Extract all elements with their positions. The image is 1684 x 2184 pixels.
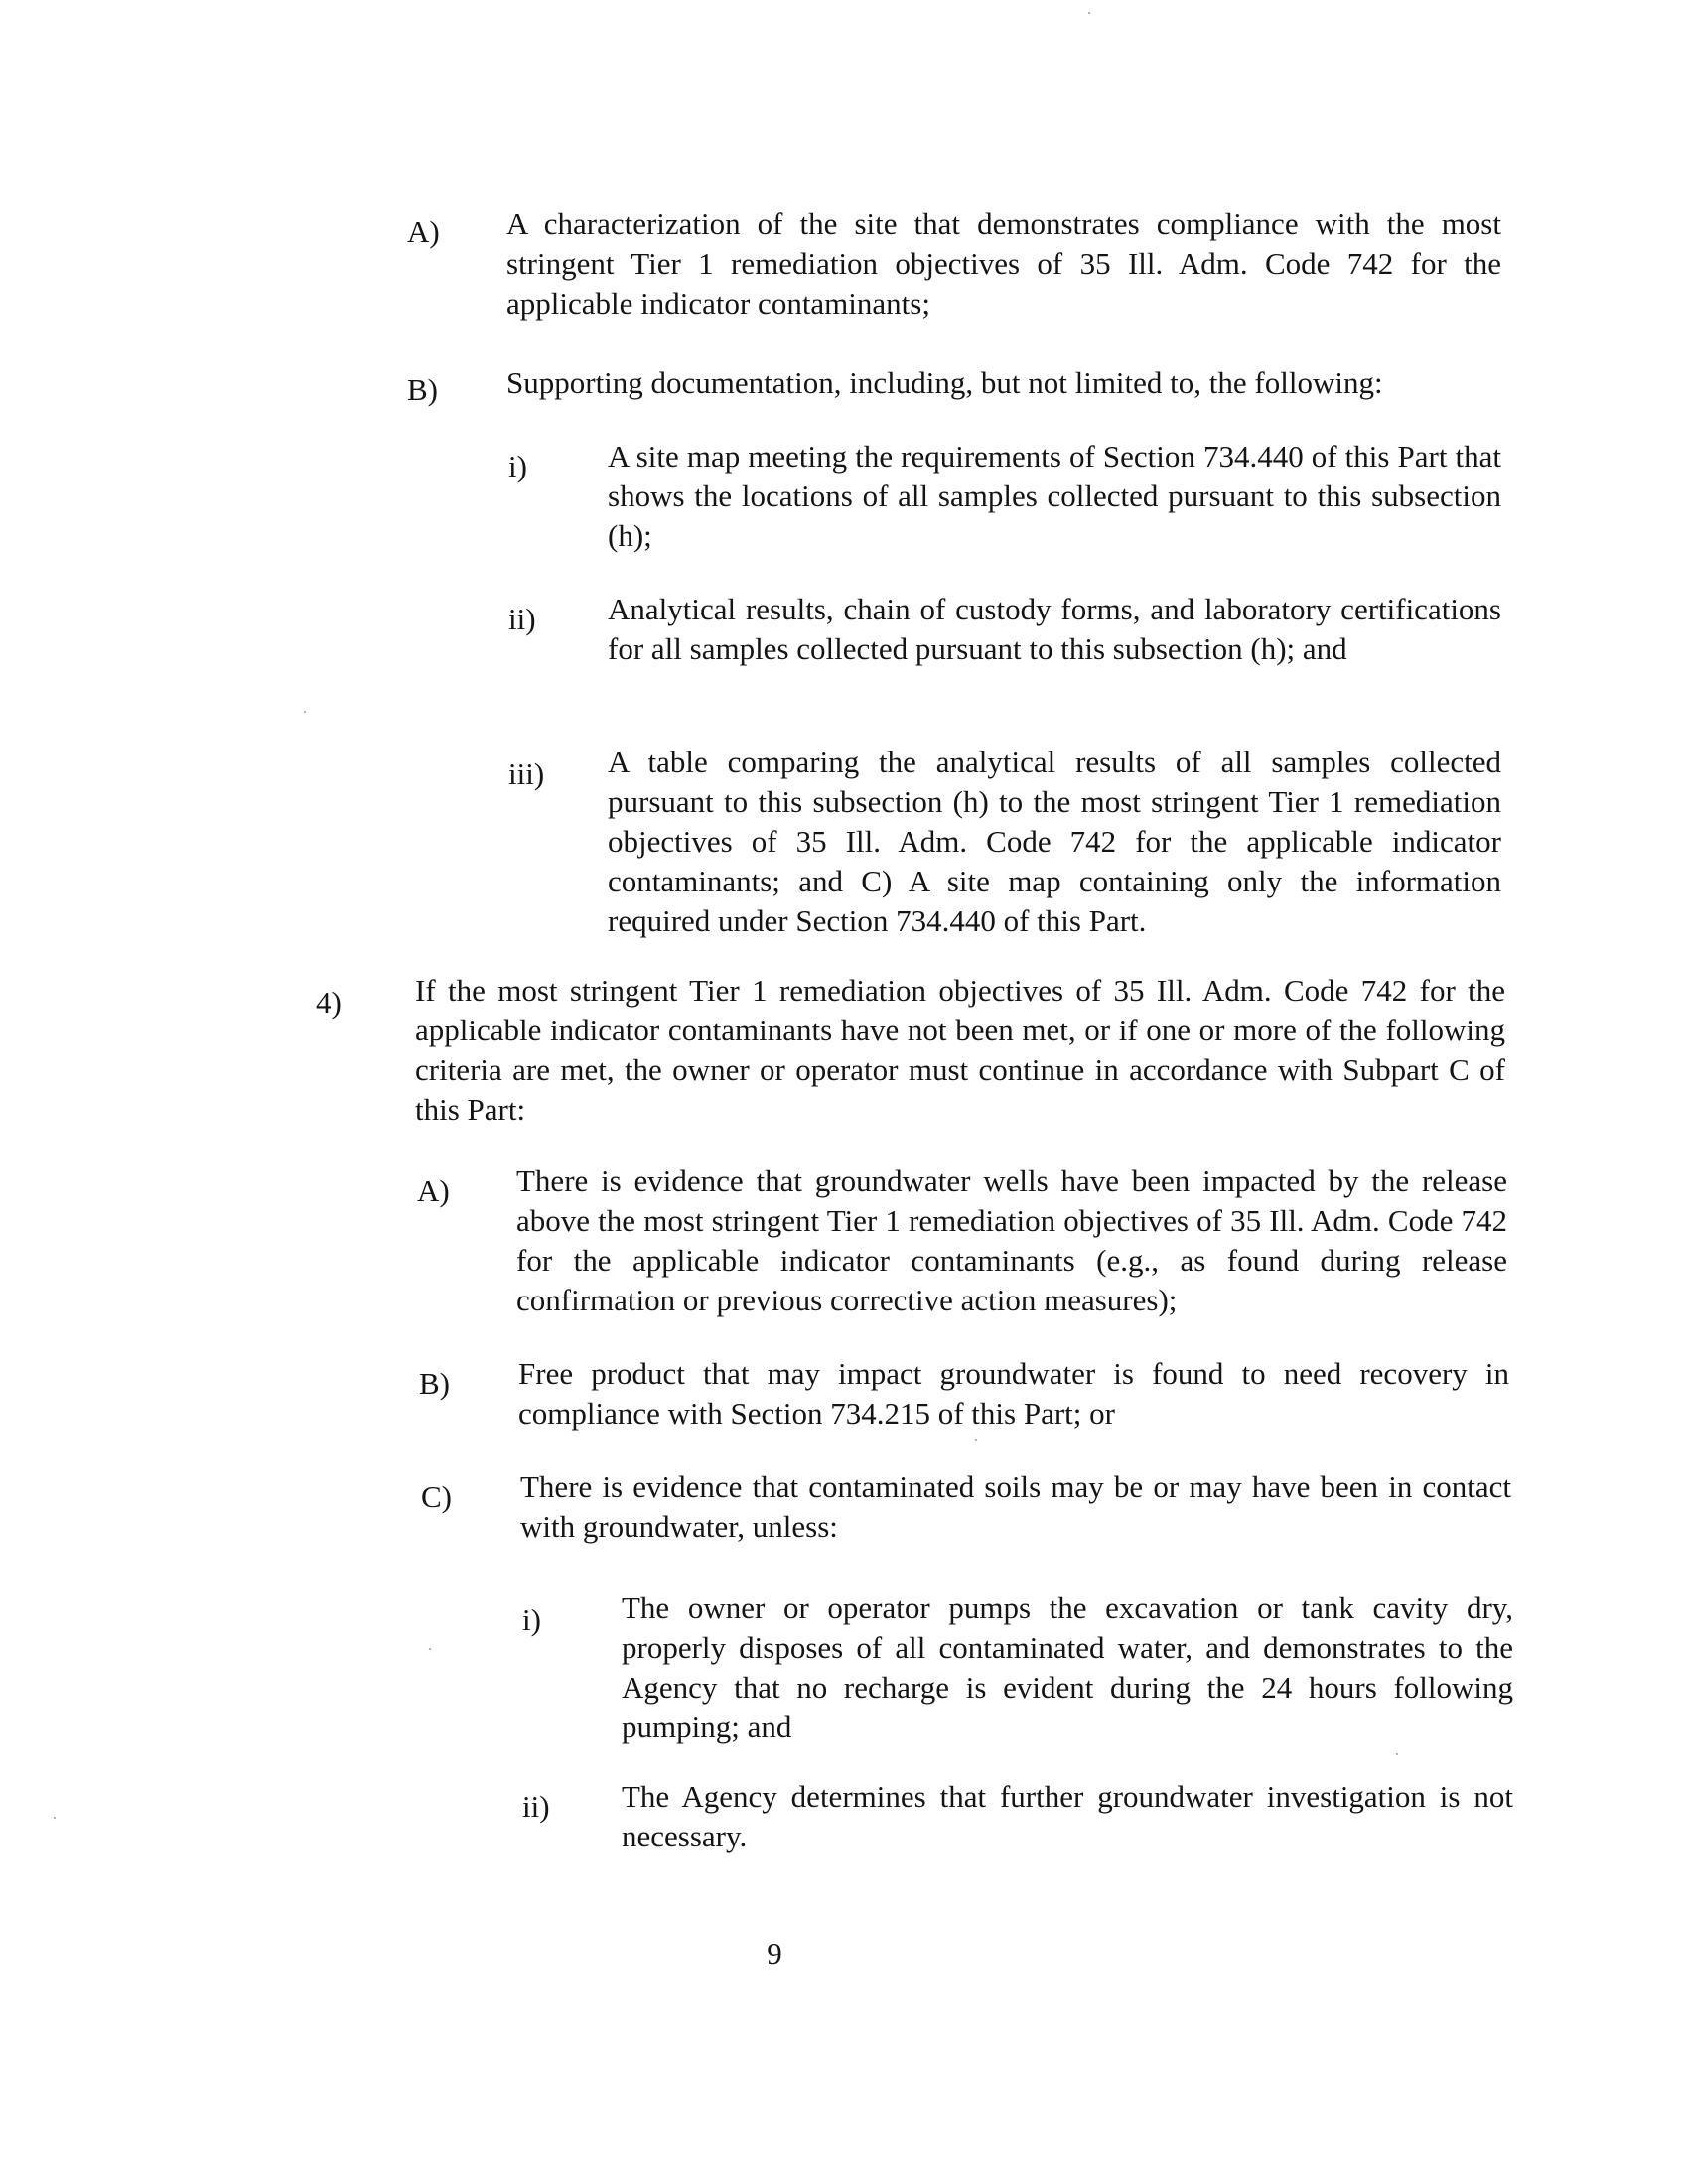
item-text: A table comparing the analytical results of all samples collected pursuant to this subsection (h) to the most stringent Tier 1 remediation objectives of 35 Ill. Adm. Code 742 for the applicable indicator contaminants; and C) A site map containing only the information required under Section 734.440 of this Part. xyxy=(608,745,1501,938)
item-label: 4) xyxy=(316,985,342,1020)
item-label: A) xyxy=(407,214,440,249)
item-text: If the most stringent Tier 1 remediation objectives of 35 Ill. Adm. Code 742 for the applicable indicator contaminants have not been met, or if one or more of the following criteria are met, the owner or operator must continue in accordance with Subpart C of this Part: xyxy=(415,973,1505,1127)
item-text: The Agency determines that further groundwater investigation is not necessary. xyxy=(622,1779,1513,1853)
item-label: iii) xyxy=(508,756,545,791)
item-label: ii) xyxy=(522,1789,550,1824)
page-number: 9 xyxy=(767,1936,782,1971)
item-text: There is evidence that contaminated soils may be or may have been in contact with groundwater, unless: xyxy=(520,1469,1511,1544)
item-text: A characterization of the site that demonstrates compliance with the most stringent Tier 1 remediation objectives of 35 Ill. Adm. Code 742 for the applicable indicator contaminants; xyxy=(506,206,1501,321)
item-text: Supporting documentation, including, but not limited to, the following: xyxy=(506,365,1383,400)
scan-speck xyxy=(1396,1753,1398,1755)
item-label: B) xyxy=(407,372,438,407)
item-label: ii) xyxy=(508,602,536,636)
item-label: C) xyxy=(421,1479,452,1514)
scan-speck xyxy=(304,711,306,713)
item-label: A) xyxy=(417,1173,450,1208)
item-text: A site map meeting the requirements of Section 734.440 of this Part that shows the locations of all samples collected pursuant to this subsection (h); xyxy=(608,439,1501,553)
scan-speck xyxy=(54,1817,56,1819)
scan-speck xyxy=(1088,12,1090,14)
item-text: There is evidence that groundwater wells have been impacted by the release above the most stringent Tier 1 remediation objectives of 35 Ill. Adm. Code 742 for the applicable indicator contaminants (e.g., as found during release confirmation or previous corrective action measures); xyxy=(516,1163,1507,1317)
item-label: i) xyxy=(522,1602,541,1637)
item-text: Free product that may impact groundwater is found to need recovery in compliance with Section 734.215 of this Part; or xyxy=(518,1356,1509,1431)
scan-speck xyxy=(429,1648,431,1650)
scan-speck xyxy=(975,1439,977,1441)
item-label: B) xyxy=(419,1366,450,1401)
item-label: i) xyxy=(508,449,527,483)
item-text: Analytical results, chain of custody forms, and laboratory certifications for all samples collected pursuant to this subsection (h); and xyxy=(608,592,1501,666)
item-text: The owner or operator pumps the excavation or tank cavity dry, properly disposes of all contaminated water, and demonstrates to the Agency that no recharge is evident during the 24 hours following pumping; and xyxy=(622,1590,1513,1744)
